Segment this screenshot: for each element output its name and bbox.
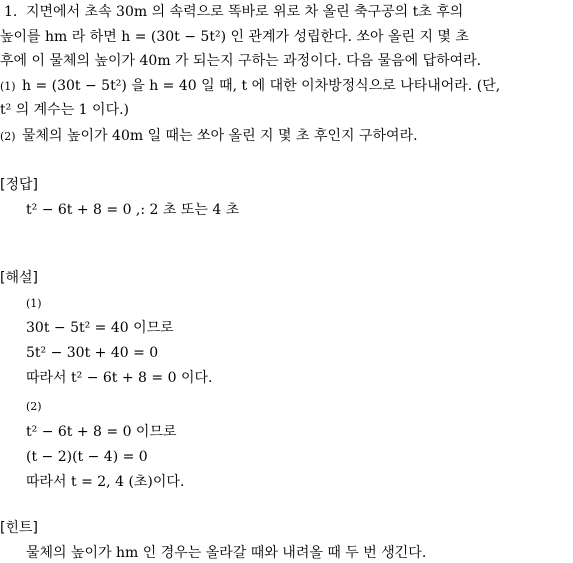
explanation-part-1-line-1: 30t − 5t² = 40 이므로 xyxy=(26,320,174,336)
problem-line-3: 후에 이 물체의 높이가 40m 가 되는지 구하는 과정이다. 다음 물음에 답하여라. xyxy=(0,53,482,69)
explanation-part-2-line-1: t² − 6t + 8 = 0 이므로 xyxy=(26,424,177,440)
explanation-part-1-line-3: 따라서 t² − 6t + 8 = 0 이다. xyxy=(26,370,213,386)
hint-heading: [힌트] xyxy=(0,520,38,536)
problem-number: 1. xyxy=(4,4,18,20)
subquestion-1-line-2: t² 의 계수는 1 이다.) xyxy=(0,102,130,118)
problem-line-1: 지면에서 초속 30m 의 속력으로 똑바로 위로 차 올린 축구공의 t초 후의 xyxy=(26,4,464,20)
answer-heading: [정답] xyxy=(0,177,38,193)
explanation-heading: [해설] xyxy=(0,270,38,286)
subquestion-1-line-1: h = (30t − 5t²) 을 h = 40 일 때, t 에 대한 이차방정식으로 나타내어라. (단, xyxy=(22,78,501,94)
subquestion-2-text: 물체의 높이가 40m 일 때는 쏘아 올린 지 몇 초 후인지 구하여라. xyxy=(22,128,418,144)
answer-text: t² − 6t + 8 = 0 ,: 2 초 또는 4 초 xyxy=(26,202,240,218)
explanation-part-1-line-2: 5t² − 30t + 40 = 0 xyxy=(26,345,159,361)
explanation-part-2-line-3: 따라서 t = 2, 4 (초)이다. xyxy=(26,474,185,490)
explanation-part-2-label: (2) xyxy=(26,400,42,413)
problem-line-2: 높이를 hm 라 하면 h = (30t − 5t²) 인 관계가 성립한다. 쏘아 올린 지 몇 초 xyxy=(0,29,469,45)
subquestion-2-label: (2) xyxy=(0,130,16,143)
explanation-part-1-label: (1) xyxy=(26,297,42,310)
explanation-part-2-line-2: (t − 2)(t − 4) = 0 xyxy=(26,449,148,465)
subquestion-1-label: (1) xyxy=(0,80,16,93)
hint-text: 물체의 높이가 hm 인 경우는 올라갈 때와 내려올 때 두 번 생긴다. xyxy=(26,545,427,561)
